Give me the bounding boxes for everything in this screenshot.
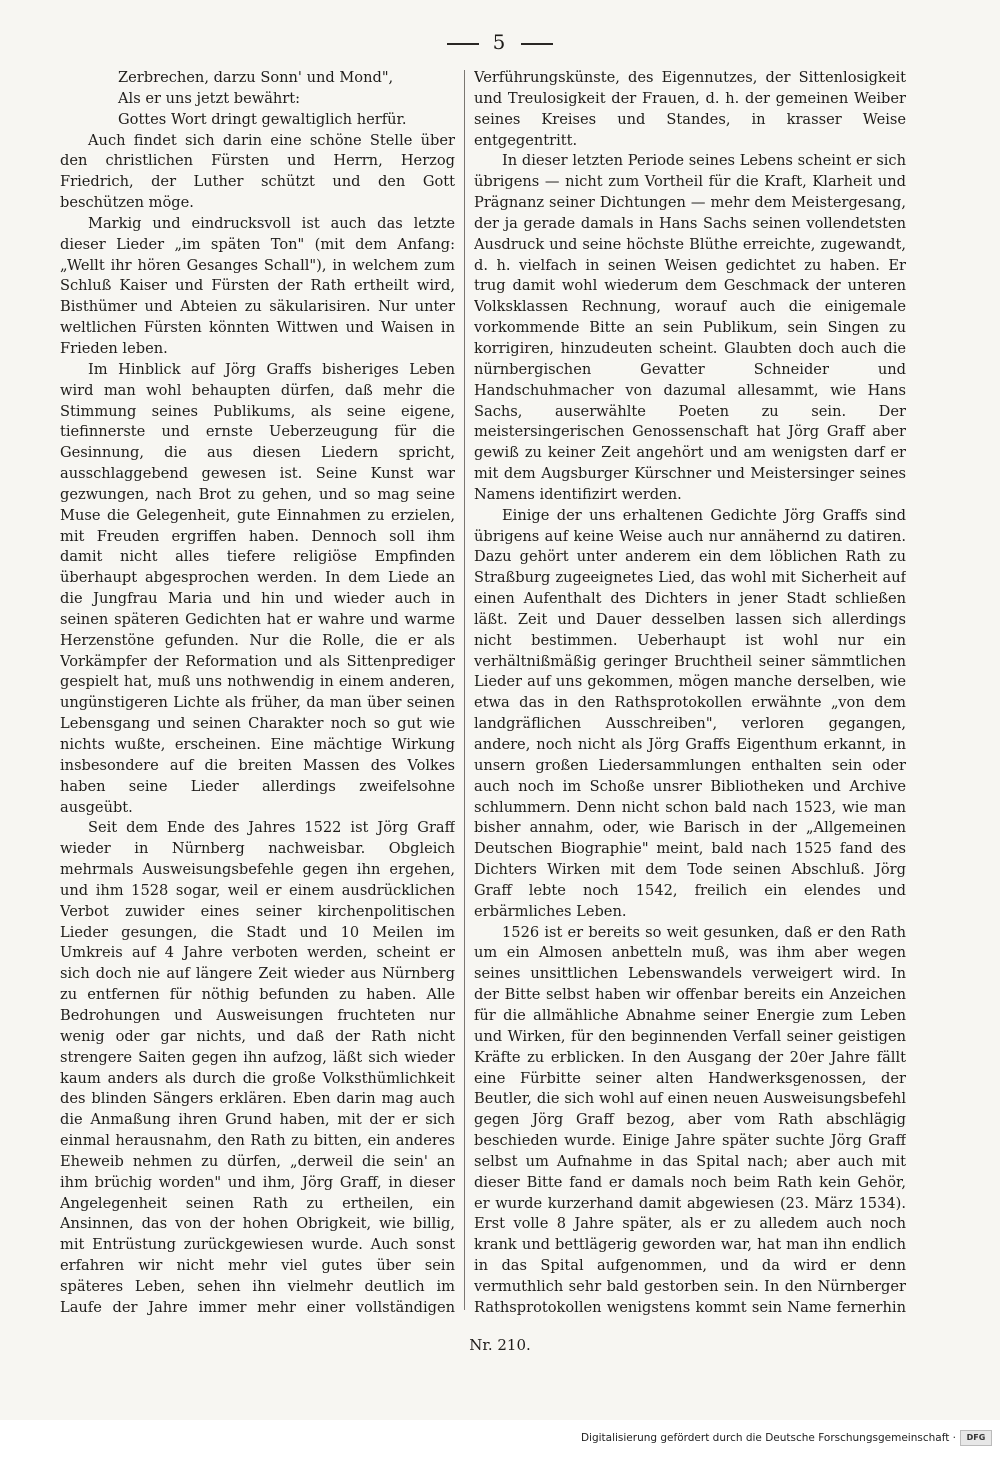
page-header [0,30,1000,54]
paragraph: In dieser letzten Periode seines Lebens scheint er sich übrigens — nicht zum Vortheil für die Kraft, Klarheit und Prägnanz seiner Dichtungen — mehr dem Meistergesang, der ja gerade damals in Hans Sachs seinen vollendetsten Ausdruck und seine höchste Blüthe erreichte, zugewandt, d. h. vielfach in seinen Weisen gedichtet zu haben. Er trug damit wohl wiederum dem Geschmack der unteren Volksklassen Rechnung, worauf auch die einigemale vorkommende Bitte an sein Publikum, sein Singen zu korrigiren, hinzudeuten scheint. Glaubten doch auch die nürnbergischen Gevatter Schneider und Handschuhmacher von dazumal allesammt, wie Hans Sachs, auserwählte Poeten zu sein. Der meistersingerischen Genossenschaft hat Jörg Graff aber gewiß zu keiner Zeit angehört und am wenigsten darf er mit dem Augsburger Kürschner und Meistersinger seines Namens identifizirt werden. [474,152,906,503]
header-dash-left [447,43,479,45]
paragraph: 1526 ist er bereits so weit gesunken, daß er den Rath um ein Almosen anbetteln muß, was ihm aber wegen seines unsittlichen Lebenswandels verweigert wird. In der Bitte selbst haben wir offenbar bereits ein Anzeichen für die allmähliche Abnahme seiner Energie zum Leben und Wirken, für den beginnenden Verfall seiner geistigen Kräfte zu erblicken. In den Ausgang der 20er Jahre fällt eine Fürbitte seiner alten Handwerksgenossen, der Beutler, die sich wohl auf einen neuen Ausweisungsbefehl gegen Jörg Graff bezog, aber vom Rath abschlägig beschieden wurde. Einige Jahre später suchte Jörg Graff selbst um Aufnahme in das Spital nach; aber auch mit dieser Bitte fand er damals noch beim Rath kein Gehör, er wurde kurzerhand damit abgewiesen (23. März 1534). Erst volle 8 Jahre später, als er zu alledem auch noch krank und bettlägerig geworden war, hat man ihn endlich in das Spital aufgenommen, und da wird er denn vermuthlich sehr bald gestorben sein. In den Nürnberger Rathsprotokollen wenigstens kommt sein Name fernerhin [474,923,906,1316]
header-dash-right [521,43,553,45]
issue-number: Nr. 210. [469,1336,531,1354]
column-divider [464,70,465,1310]
paragraph: Markig und eindrucksvoll ist auch das letzte dieser Lieder „im späten Ton" (mit dem Anfang: „Wellt ihr hören Gesanges Schall"), in welchem zum Schluß Kaiser und Fürsten der Rath ertheilt wird, Bisthümer und Abteien zu säkularisiren. Nur unter weltlichen Fürsten könnten Wittwen und Waisen in Frieden leben. [60,214,455,357]
digitization-footer [0,1420,1000,1457]
verse-line: Gottes Wort dringt gewaltiglich herfür. [118,110,407,128]
paragraph: Einige der uns erhaltenen Gedichte Jörg Graffs sind übrigens auf keine Weise auch nur annähernd zu datiren. Dazu gehört unter anderem ein dem löblichen Rath zu Straßburg zugeeignetes Lied, das wohl mit Sicherheit auf einen Aufenthalt des Dichters in jener Stadt schließen läßt. Zeit und Dauer desselben lassen sich allerdings nicht bestimmen. Ueberhaupt ist wohl nur ein verhältnißmäßig geringer Bruchtheil seiner sämmtlichen Lieder auf uns gekommen, mögen manche derselben, wie etwa das in den Rathsprotokollen erwähnte „von dem landgräflichen Ausschreiben", verloren gegangen, andere, noch nicht als Jörg Graffs Eigenthum erkannt, in unsern großen Liedersammlungen enthalten sein oder auch noch im Schoße unsrer Bibliotheken und Archive schlummern. Denn nicht schon bald nach 1523, wie man bisher annahm, oder, wie Barisch in der „Allgemeinen Deutschen Biographie" meint, bald nach 1525 fand des Dichters Wirken mit dem Tode seinen Abschluß. Jörg Graff lebte noch 1542, freilich ein elendes und erbärmliches Leben. [474,506,906,920]
left-column [60,68,455,1316]
right-column [474,68,906,1316]
page-number: 5 [492,30,508,54]
verse-line: Als er uns jetzt bewährt: [118,89,301,107]
paragraph: Auch findet sich darin eine schöne Stelle über den christlichen Fürsten und Herrn, Herzog Friedrich, der Luther schützt und den Gott beschützen möge. [60,131,455,212]
paragraph: Seit dem Ende des Jahres 1522 ist Jörg Graff wieder in Nürnberg nachweisbar. Obgleich mehrmals Ausweisungsbefehle gegen ihn ergehen, und ihm 1528 sogar, weil er einem ausdrücklichen Verbot zuwider eines seiner kirchenpolitischen Lieder gesungen, die Stadt und 10 Meilen im Umkreis auf 4 Jahre verboten werden, scheint er sich doch nie auf längere Zeit wieder aus Nürnberg zu entfernen für nöthig befunden zu haben. Alle Bedrohungen und Ausweisungen fruchteten nur wenig oder gar nichts, und daß der Rath nicht strengere Saiten gegen ihn aufzog, läßt sich wieder kaum anders als durch die große Volksthümlichkeit des blinden Sängers erklären. Eben darin mag auch die Anmaßung ihren Grund haben, mit der er sich einmal herausnahm, den Rath zu bitten, ein anderes Eheweib nehmen zu dürfen, „derweil die sein' an ihm brüchig worden" und ihm, Jörg Graff, in dieser Angelegenheit seinen Rath zu ertheilen, ein Ansinnen, das von der hohen Obrigkeit, wie billig, mit Entrüstung zurückgewiesen wurde. Auch sonst erfahren wir nicht mehr viel gutes über sein späteres Leben, sehen ihn vielmehr deutlich im Laufe der Jahre immer mehr einer vollständigen [60,819,455,1316]
verse-block [118,68,455,131]
dfg-logo-icon: DFG [960,1430,992,1446]
funding-note: Digitalisierung gefördert durch die Deutsche Forschungsgemeinschaft · [580,1432,956,1444]
verse-line: Zerbrechen, darzu Sonn' und Mond", [118,69,394,86]
paragraph: Im Hinblick auf Jörg Graffs bisheriges Leben wird man wohl behaupten dürfen, daß mehr die Stimmung seines Publikums, als seine eigene, tiefinnerste und ernste Ueberzeugung für die Gesinnung, die aus diesen Liedern spricht, ausschlaggebend gewesen ist. Seine Kunst war gezwungen, nach Brot zu gehen, und so mag seine Muse die Gelegenheit, gute Einnahmen zu erzielen, mit Freuden ergriffen haben. Dennoch soll ihm damit nicht alles tiefere religiöse Empfinden überhaupt abgesprochen werden. In dem Liede an die Jungfrau Maria und hin und wieder auch in seinen späteren Gedichten hat er wahre und warme Herzenstöne gefunden. Nur die Rolle, die er als Vorkämpfer der Reformation und als Sittenprediger gespielt hat, muß uns nothwendig in einem anderen, ungünstigeren Lichte als früher, da man über seinen Lebensgang und seinen Charakter noch so gut wie nichts wußte, erscheinen. Eine mächtige Wirkung insbesondere auf die breiten Massen des Volkes haben seine Lieder allerdings zweifelsohne ausgeübt. [60,360,455,816]
paragraph-continuation: Verführungskünste, des Eigennutzes, der Sittenlosigkeit und Treulosigkeit der Frauen, d. h. der gemeinen Weiber seines Kreises und Standes, in krasser Weise entgegentritt. [474,69,906,149]
